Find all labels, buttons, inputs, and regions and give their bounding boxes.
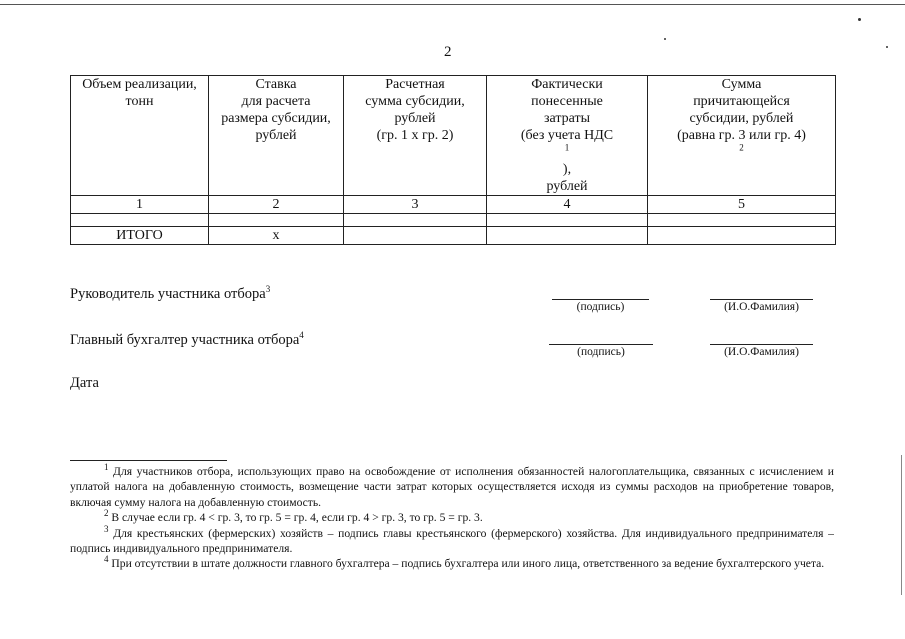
footnote-mark: 3	[104, 523, 109, 534]
total-row	[71, 227, 836, 245]
table-cell	[487, 227, 648, 245]
footnote-mark: 1	[564, 142, 570, 153]
footnote-mark: 4	[299, 330, 304, 341]
scan-speck	[664, 38, 666, 40]
header-cell-actual-costs: Фактически понесенные затраты (без учета НДС $^1$ ), рублей	[487, 76, 648, 196]
footnote-mark: 3	[265, 284, 271, 295]
column-number: 1	[71, 196, 209, 214]
table-cell	[344, 227, 487, 245]
head-signature-caption: (подпись)	[576, 301, 625, 313]
accountant-signature-label: Главный бухгалтер участника отбора$^4$	[70, 330, 304, 348]
head-signature-label: Руководитель участника отбора$^3$	[70, 284, 271, 302]
footnote-4: $^4$ При отсутствии в штате должности главного бухгалтера – подпись бухгалтера или иного лица, ответственного за ведение бухгалтерского учета.	[104, 554, 825, 571]
scan-speck	[858, 18, 861, 21]
column-number: 3	[344, 196, 487, 214]
footnote-3: $^3$ Для крестьянских (фермерских) хозяйств – подпись главы крестьянского (фермерского) хозяйства. Для индивидуального предпринимателя – подпись индивидуального предпринимателя.	[70, 523, 834, 556]
right-scan-edge	[901, 455, 902, 595]
header-cell-volume: Объем реализации, тонн	[71, 76, 209, 196]
header-cell-calculated-sum: Расчетная сумма субсидии, рублей (гр. 1 х гр. 2)	[344, 76, 487, 196]
page-number: 2	[444, 44, 452, 60]
column-number: 4	[487, 196, 648, 214]
accountant-name-caption: (И.О.Фамилия)	[724, 346, 799, 358]
top-border-line	[0, 4, 905, 5]
footnote-2: $^2$ В случае если гр. 4 < гр. 3, то гр. 5 = гр. 4, если гр. 4 > гр. 3, то гр. 5 = гр. 3.	[104, 508, 483, 525]
total-label: ИТОГО	[71, 227, 209, 245]
footnote-separator	[70, 460, 227, 461]
accountant-signature-caption: (подпись)	[577, 346, 625, 358]
footnote-mark: 4	[104, 554, 109, 565]
accountant-signature-line	[549, 344, 653, 345]
footnote-mark: 2	[739, 142, 744, 153]
table-cell	[648, 214, 836, 227]
footnote-mark: 1	[104, 462, 109, 473]
table-cell	[209, 214, 344, 227]
footnote-1: $^1$ Для участников отбора, использующих право на освобождение от исполнения обязанностей налогоплательщика, связанных с исчислением и уплатой налога на добавленную стоимость, возмещение части затрат которых осуществляется исходя из суммы расходов на приобретение товаров, включая сумму налога на добавленную стоимость.	[70, 462, 834, 509]
column-number: 5	[648, 196, 836, 214]
scan-speck	[886, 46, 888, 48]
column-number: 2	[209, 196, 344, 214]
header-cell-rate: Ставка для расчета размера субсидии, рублей	[209, 76, 344, 196]
head-name-line	[710, 299, 813, 300]
table-cell	[71, 214, 209, 227]
accountant-name-line	[710, 344, 813, 345]
table-data-row	[71, 214, 836, 227]
table-header-row	[71, 76, 836, 196]
table-cell	[487, 214, 648, 227]
column-number-row	[71, 196, 836, 214]
head-signature-line	[552, 299, 649, 300]
table-cell	[344, 214, 487, 227]
date-label: Дата	[70, 375, 99, 391]
footnotes-block	[70, 464, 834, 572]
header-cell-subsidy-due: Сумма причитающейся субсидии, рублей (равна гр. 3 или гр. 4) $^2$	[648, 76, 836, 196]
total-x-mark: х	[209, 227, 344, 245]
subsidy-table	[70, 75, 836, 245]
head-name-caption: (И.О.Фамилия)	[724, 301, 799, 313]
table-cell	[648, 227, 836, 245]
footnote-mark: 2	[104, 508, 109, 519]
